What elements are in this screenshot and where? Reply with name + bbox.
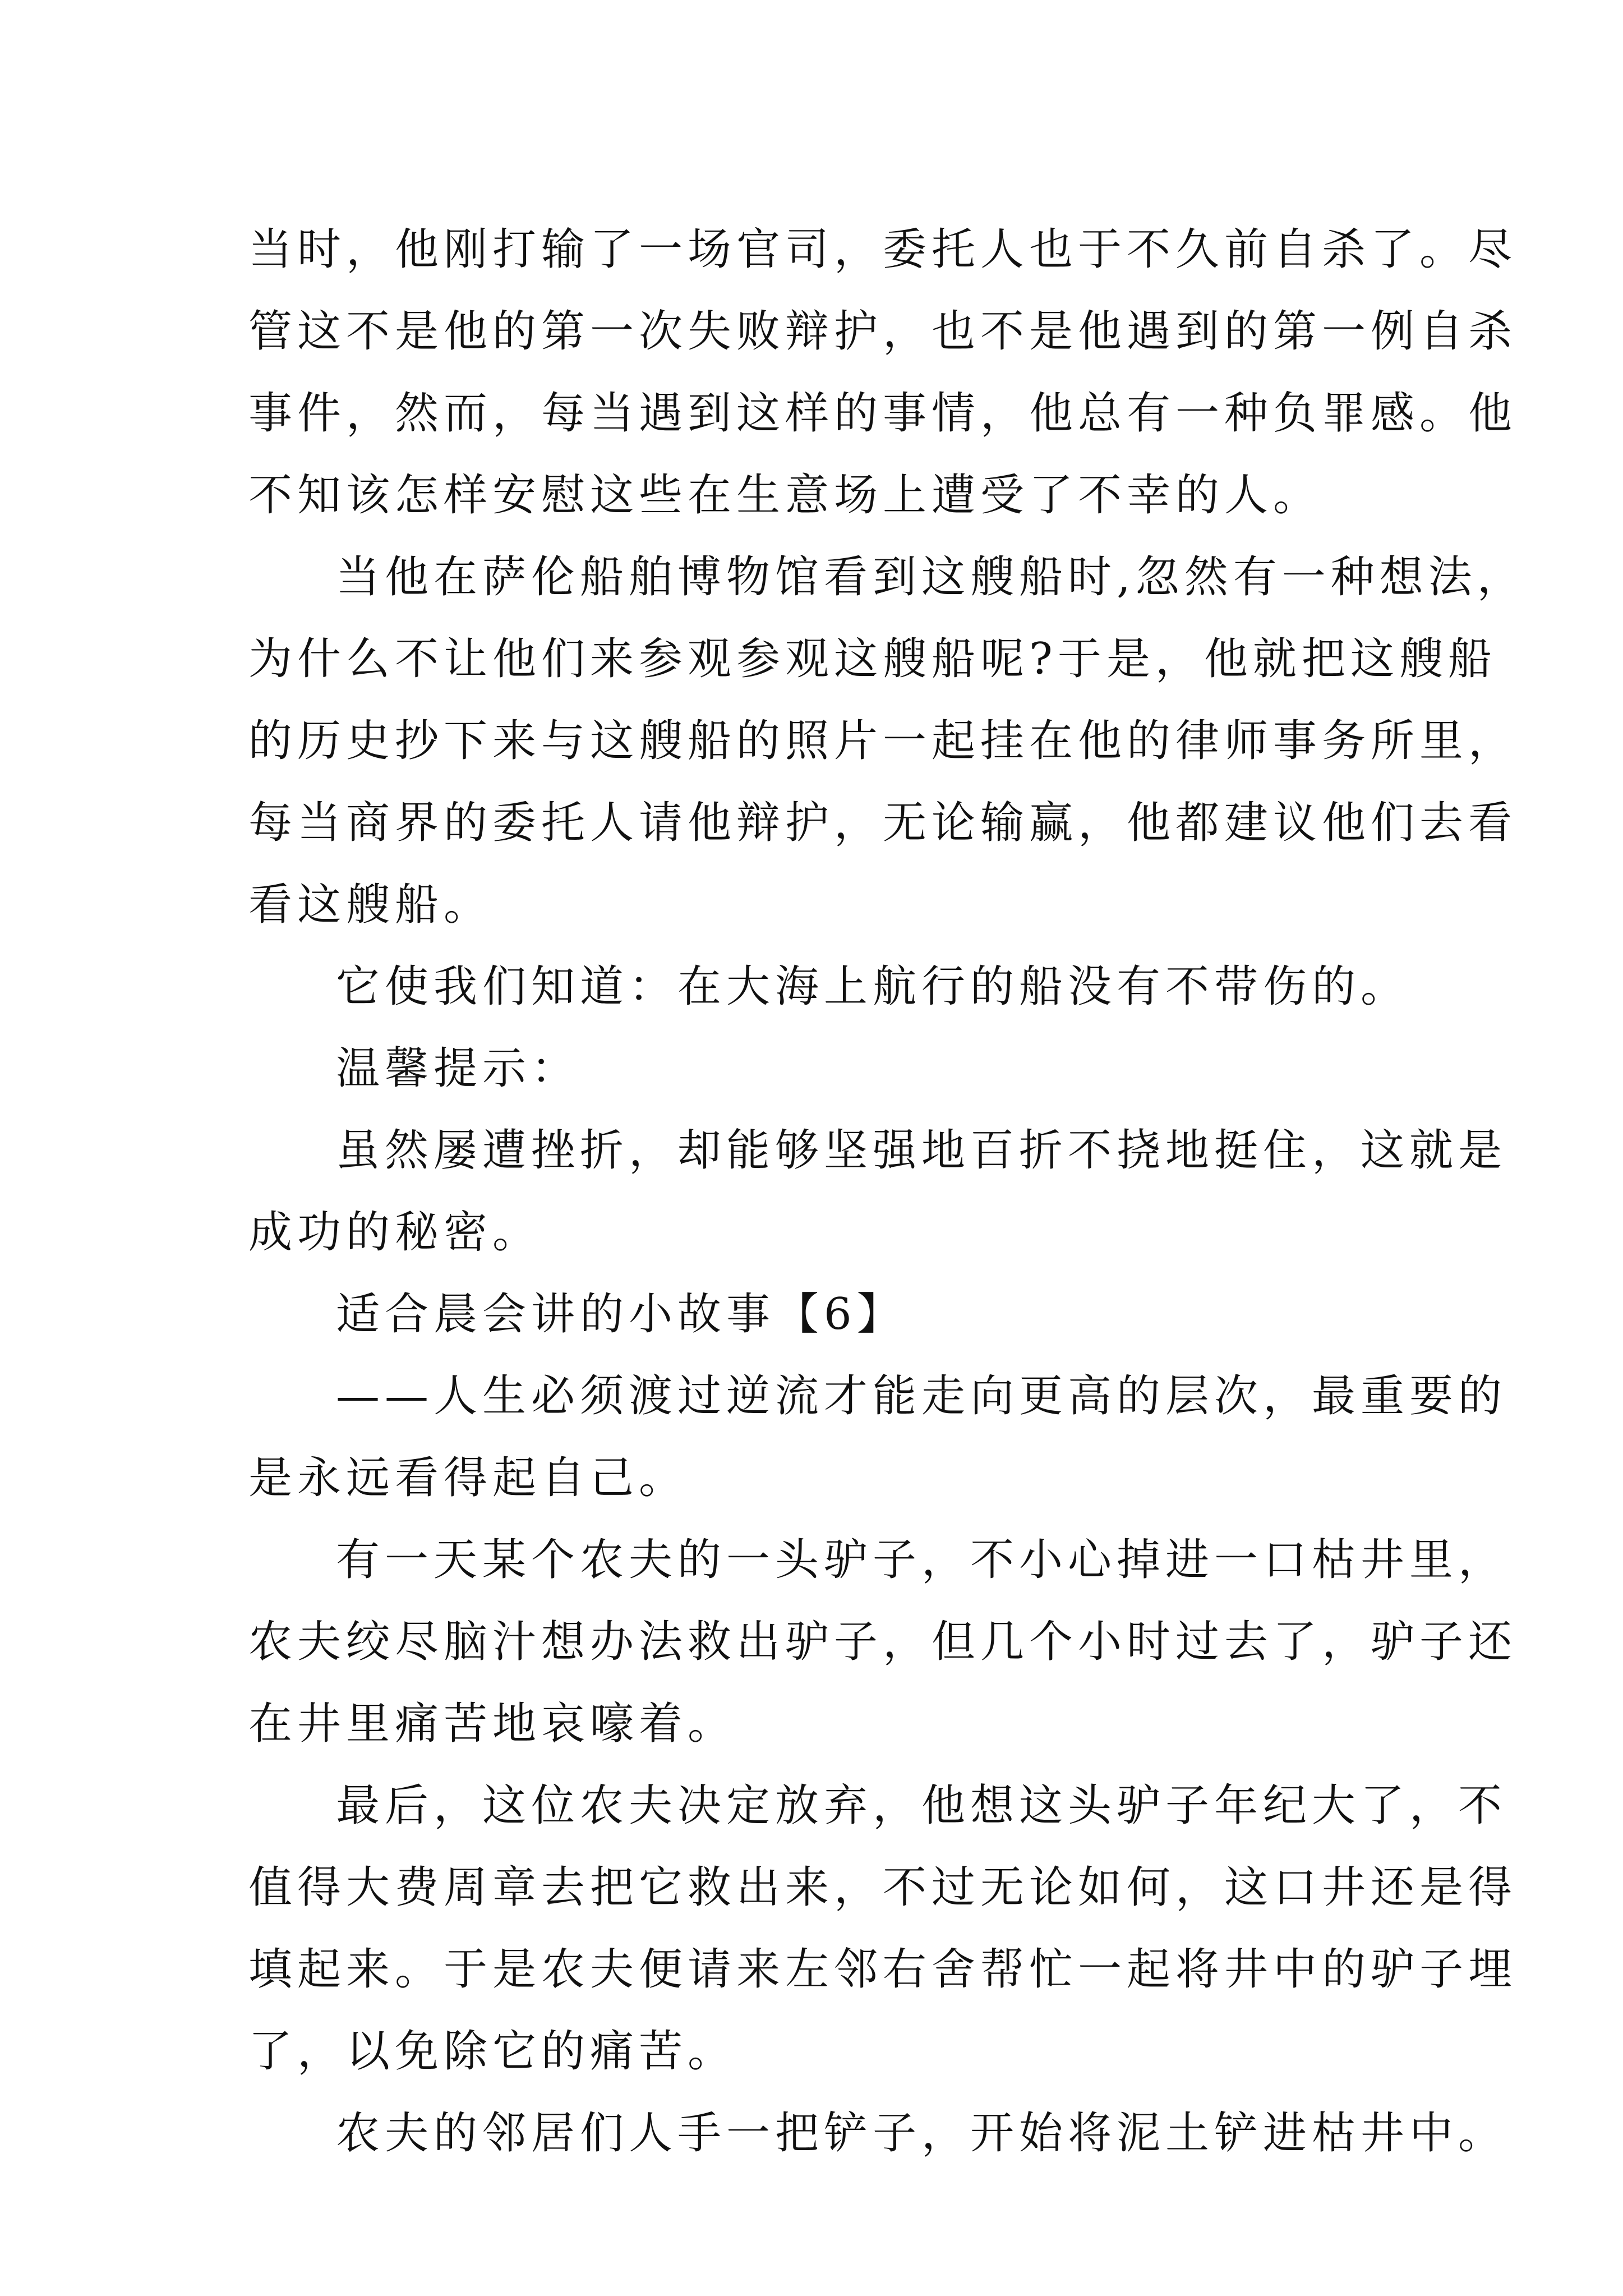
paragraph: [248, 209, 1518, 536]
paragraph-line: 在井里痛苦地哀嚎着。: [248, 1699, 737, 1749]
paragraph: [248, 536, 1526, 946]
paragraph-line: 它使我们知道：在大海上航行的船没有不带伤的。: [336, 961, 1410, 1012]
paragraph: [248, 1028, 1404, 1110]
paragraph-line: 值得大费周章去把它救出来，不过无论如何，这口井还是得: [248, 1862, 1518, 1913]
paragraph: [248, 1273, 1404, 1355]
paragraph-line: 最后，这位农夫决定放弃，他想这头驴子年纪大了，不: [336, 1780, 1507, 1831]
document-body: [248, 209, 1526, 2174]
paragraph-line: 填起来。于是农夫便请来左邻右舍帮忙一起将井中的驴子埋: [248, 1944, 1518, 1995]
paragraph-line: 每当商界的委托人请他辩护，无论输赢，他都建议他们去看: [248, 798, 1518, 848]
paragraph-line: 为什么不让他们来参观参观这艘船呢?于是，他就把这艘船: [248, 634, 1497, 684]
paragraph-line: 不知该怎样安慰这些在生意场上遭受了不幸的人。: [248, 470, 1322, 521]
paragraph-line: 农夫的邻居们人手一把铲子，开始将泥土铲进枯井中。: [336, 2108, 1507, 2159]
paragraph-line: 农夫绞尽脑汁想办法救出驴子，但几个小时过去了，驴子还: [248, 1617, 1518, 1667]
paragraph-line: 看这艘船。: [248, 880, 493, 930]
paragraph-line: 虽然屡遭挫折，却能够坚强地百折不挠地挺住，这就是: [336, 1125, 1507, 1176]
paragraph-line: 成功的秘密。: [248, 1207, 542, 1258]
paragraph-line: 是永远看得起自己。: [248, 1453, 688, 1503]
paragraph: [248, 1519, 1518, 1765]
paragraph: [248, 1110, 1507, 1273]
paragraph-line: 温馨提示：: [336, 1043, 580, 1094]
paragraph-line: 当时，他刚打输了一场官司，委托人也于不久前自杀了。尽: [248, 224, 1518, 275]
paragraph: [248, 946, 1410, 1028]
paragraph-line: 当他在萨伦船舶博物馆看到这艘船时,忽然有一种想法，: [336, 552, 1526, 602]
paragraph: [248, 2092, 1507, 2174]
paragraph-line: ——人生必须渡过逆流才能走向更高的层次，最重要的: [336, 1371, 1507, 1421]
paragraph-line: 了，以免除它的痛苦。: [248, 2026, 737, 2077]
paragraph: [248, 1765, 1518, 2092]
paragraph-line: 有一天某个农夫的一头驴子，不小心掉进一口枯井里，: [336, 1535, 1507, 1585]
paragraph-line: 的历史抄下来与这艘船的照片一起挂在他的律师事务所里，: [248, 716, 1518, 766]
paragraph-line: 管这不是他的第一次失败辩护，也不是他遇到的第一例自杀: [248, 306, 1518, 357]
paragraph: [248, 1355, 1507, 1519]
paragraph-line: 适合晨会讲的小故事【6】: [336, 1289, 906, 1340]
paragraph-line: 事件，然而，每当遇到这样的事情，他总有一种负罪感。他: [248, 388, 1518, 439]
